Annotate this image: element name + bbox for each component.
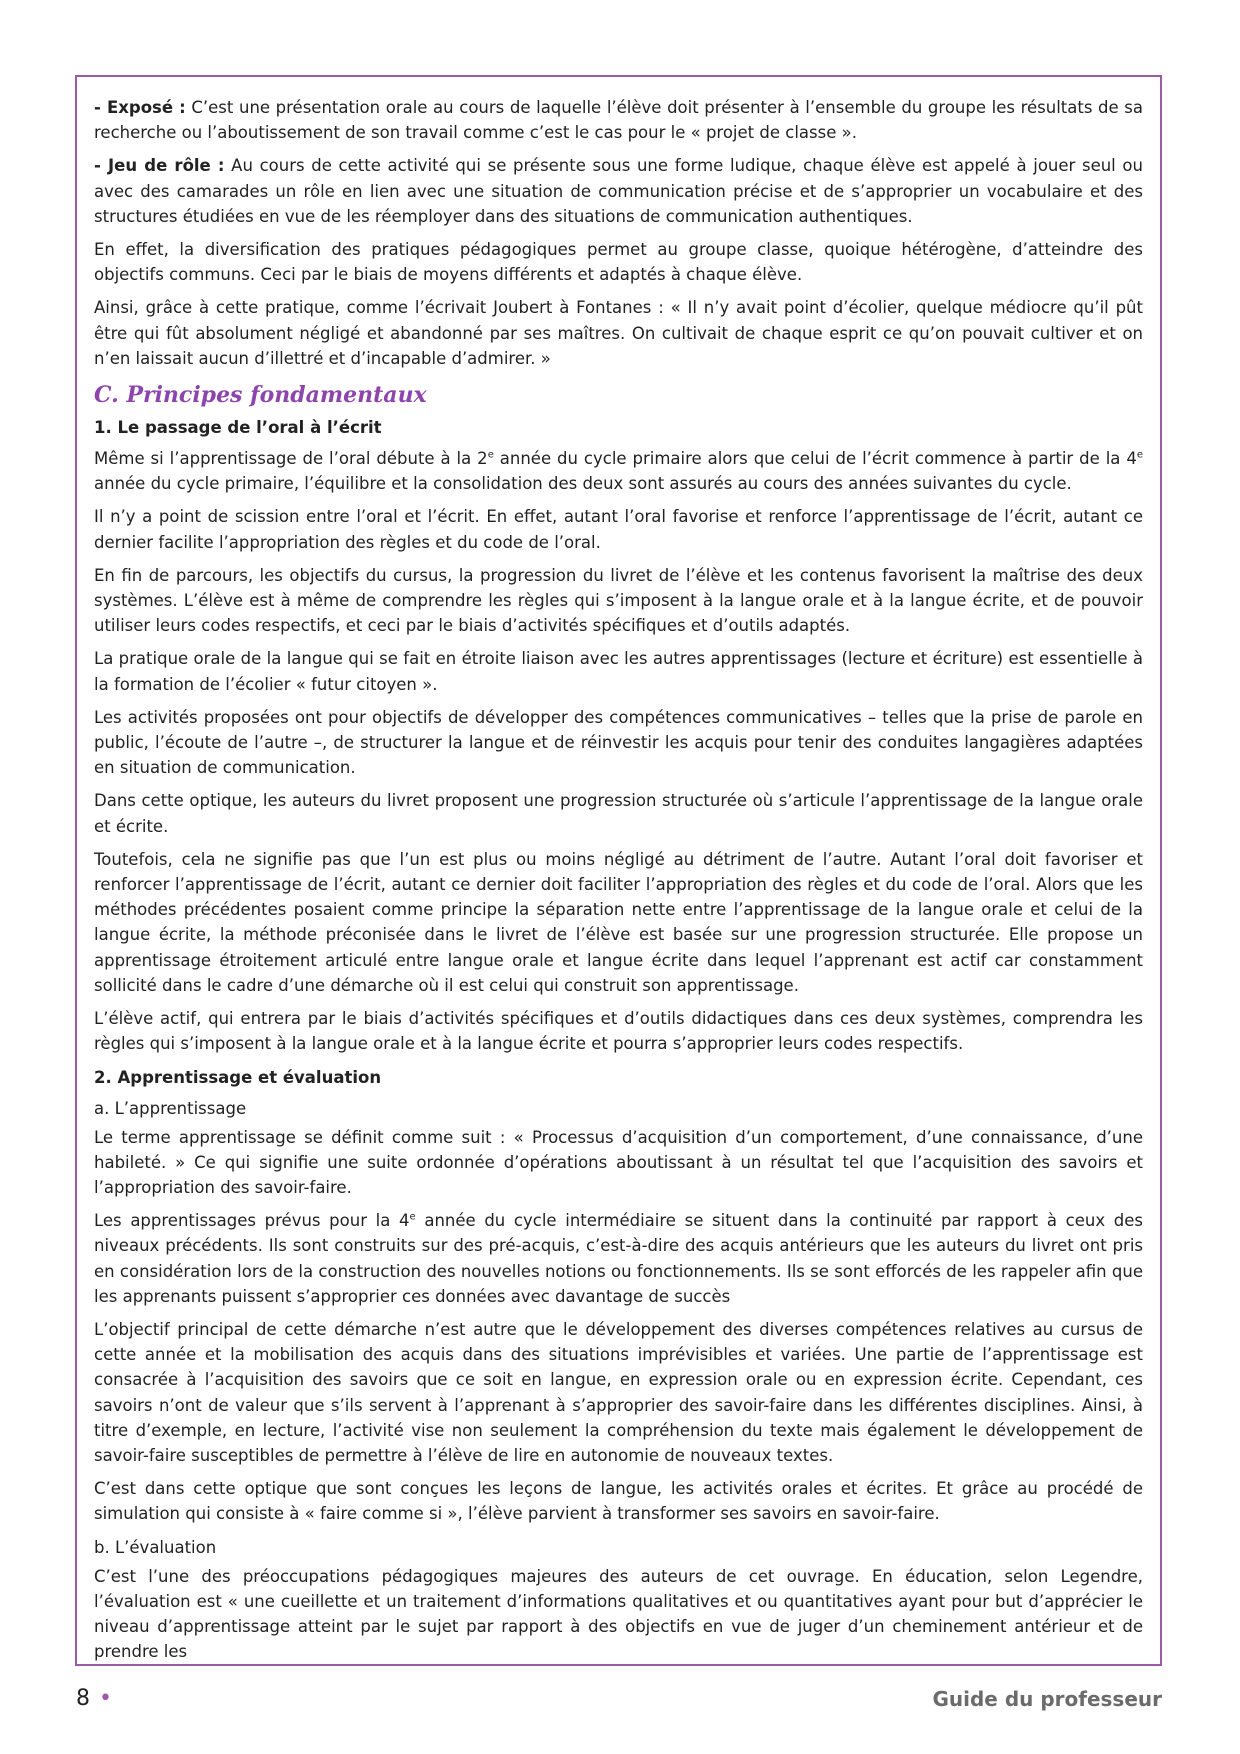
subsection-2-title: 2. Apprentissage et évaluation [94,1067,382,1087]
subsection-2b-title: b. L’évaluation [94,1537,217,1557]
expose-label: - Exposé : [94,98,186,117]
jeu-de-role-text: Au cours de cette activité qui se présente sous une forme ludique, chaque élève est appelé à jouer seul ou avec des camarades un rôle en lien avec une situation de communication précise et de s’approprier un vocabulaire et des structures étudiées en vue de les réemployer dans des situations de communication authentiques. [94,156,1143,226]
superscript: e [1136,449,1143,461]
paragraph-joubert-quote: Ainsi, grâce à cette pratique, comme l’écrivait Joubert à Fontanes : « Il n’y avait point d’écolier, quelque médiocre qu’il pût être qui fût absolument négligé et abandonné par ses maîtres. On cultivait de chaque esprit ce qu’on pouvait cultiver et on n’en laissait aucun d’illettré et d’incapable d’admirer. » [94,298,1143,368]
bullet-icon: • [99,1686,112,1711]
paragraph-activites: Les activités proposées ont pour objectifs de développer des compétences communicatives – telles que la prise de parole en public, l’écoute de l’autre –, de structurer la langue et de réinvestir les acquis pour tenir des conduites langagières adaptées en situation de communication. [94,707,1143,778]
paragraph-diversification: En effet, la diversification des pratiques pédagogiques permet au groupe classe, quoique hétérogène, d’atteindre des objectifs communs. Ceci par le biais de moyens différents et adaptés à chaque élève. [94,240,1143,285]
paragraph-jeu-de-role [94,153,1143,229]
page-body [94,95,1143,1672]
text-segment: Même si l’apprentissage de l’oral débute à la 2 [94,449,488,469]
page-number: 8 [76,1686,90,1711]
text-segment: Les apprentissages prévus pour la 4 [94,1211,410,1231]
text-segment: année du cycle intermédiaire se situent dans la continuité par rapport à ceux des niveaux précédents. Ils sont construits sur des pré-acquis, c’est-à-dire des acquis antérieurs que les auteurs du livret ont pris en considération lors de la construction des nouvelles notions ou fonctionnements. Ils se sont efforcés de les rappeler afin que les apprenants puissent s’approprier ces données avec davantage de succès [94,1211,1143,1306]
paragraph-evaluation: C’est l’une des préoccupations pédagogiques majeures des auteurs de cet ouvrage. En éducation, selon Legendre, l’évaluation est « une cueillette et un traitement d’informations qualitatives et ou quantitatives ayant pour but d’apprécier le niveau d’apprentissage atteint par le sujet par rapport à des objectifs en vue de juger d’un cheminement antérieur et de prendre les [94,1566,1143,1662]
guide-title: Guide du professeur [932,1687,1162,1711]
paragraph-expose [94,95,1143,145]
subsection-2a-title: a. L’apprentissage [94,1098,247,1118]
paragraph-pratique-orale: La pratique orale de la langue qui se fait en étroite liaison avec les autres apprentissages (lecture et écriture) est essentielle à la formation de l’écolier « futur citoyen ». [94,649,1143,694]
superscript: e [409,1211,416,1223]
text-segment: année du cycle primaire, l’équilibre et la consolidation des deux sont assurés au cours des années suivantes du cycle. [94,474,1072,494]
content-frame [75,75,1162,1666]
expose-text: C’est une présentation orale au cours de laquelle l’élève doit présenter à l’ensemble du groupe les résultats de sa recherche ou l’aboutissement de son travail comme c’est le cas pour le « projet de classe ». [94,98,1143,143]
subsection-1-title: 1. Le passage de l’oral à l’écrit [94,418,382,438]
paragraph-objectif-principal: L’objectif principal de cette démarche n’est autre que le développement des diverses compétences relatives au cursus de cette année et la mobilisation des acquis dans des situations imprévisibles et variées. Une partie de l’apprentissage est consacrée à l’acquisition des savoirs que ce soit en langue, en expression orale ou en expression écrite. Cependant, ces savoirs n’ont de valeur que s’ils servent à l’apprenant à s’approprier des savoir-faire dans les différentes disciplines. Ainsi, à titre d’exemple, en lecture, l’activité vise non seulement la compréhension du texte mais également le développement de savoir-faire susceptibles de permettre à l’élève de lire en autonomie de nouveaux textes. [94,1319,1143,1465]
paragraph-apprentissages-prevus [94,1208,1143,1309]
paragraph-fin-de-parcours: En fin de parcours, les objectifs du cursus, la progression du livret de l’élève et les contenus favorisent la maîtrise des deux systèmes. L’élève est à même de comprendre les règles qui s’imposent à la langue orale et à la langue écrite, et de pouvoir utiliser leurs codes respectifs, et ceci par le biais d’activités spécifiques et d’outils adaptés. [94,565,1143,636]
paragraph-optique-simulation: C’est dans cette optique que sont conçues les leçons de langue, les activités orales et écrites. Et grâce au procédé de simulation qui consiste à « faire comme si », l’élève parvient à transformer ses savoirs en savoir-faire. [94,1479,1143,1524]
jeu-de-role-label: - Jeu de rôle : [94,156,225,176]
superscript: e [487,449,494,461]
paragraph-scission: Il n’y a point de scission entre l’oral et l’écrit. En effet, autant l’oral favorise et renforce l’apprentissage de l’écrit, autant ce dernier facilite l’appropriation des règles et du code de l’oral. [94,507,1143,552]
paragraph-definition: Le terme apprentissage se définit comme suit : « Processus d’acquisition d’un comportement, d’une connaissance, d’une habileté. » Ce qui signifie une suite ordonnée d’opérations aboutissant à un résultat tel que l’acquisition des savoirs et l’appropriation des savoir-faire. [94,1127,1143,1197]
text-segment: année du cycle primaire alors que celui de l’écrit commence à partir de la 4 [493,449,1137,469]
paragraph-eleve-actif: L’élève actif, qui entrera par le biais d’activités spécifiques et d’outils didactiques dans ces deux systèmes, comprendra les règles qui s’imposent à la langue orale et à la langue écrite et pourra s’approprier leurs codes respectifs. [94,1009,1143,1054]
paragraph-oral-debut [94,446,1143,496]
section-c-title: C. Principes fondamentaux [94,382,427,409]
paragraph-toutefois: Toutefois, cela ne signifie pas que l’un est plus ou moins négligé au détriment de l’autre. Autant l’oral doit favoriser et renforcer l’apprentissage de l’écrit, autant ce dernier doit faciliter l’appropriation des règles et du code de l’oral. Alors que les méthodes précédentes posaient comme principe la séparation nette entre l’apprentissage de la langue orale et celui de la langue écrite, la méthode préconisée dans le livret de l’élève est basée sur une progression structurée. Elle propose un apprentissage étroitement articulé entre langue orale et langue écrite dans lequel l’apprenant est actif car constamment sollicité dans le cadre d’une démarche où il est celui qui construit son apprentissage. [94,849,1143,995]
paragraph-optique: Dans cette optique, les auteurs du livret proposent une progression structurée où s’articule l’apprentissage de la langue orale et écrite. [94,791,1143,836]
